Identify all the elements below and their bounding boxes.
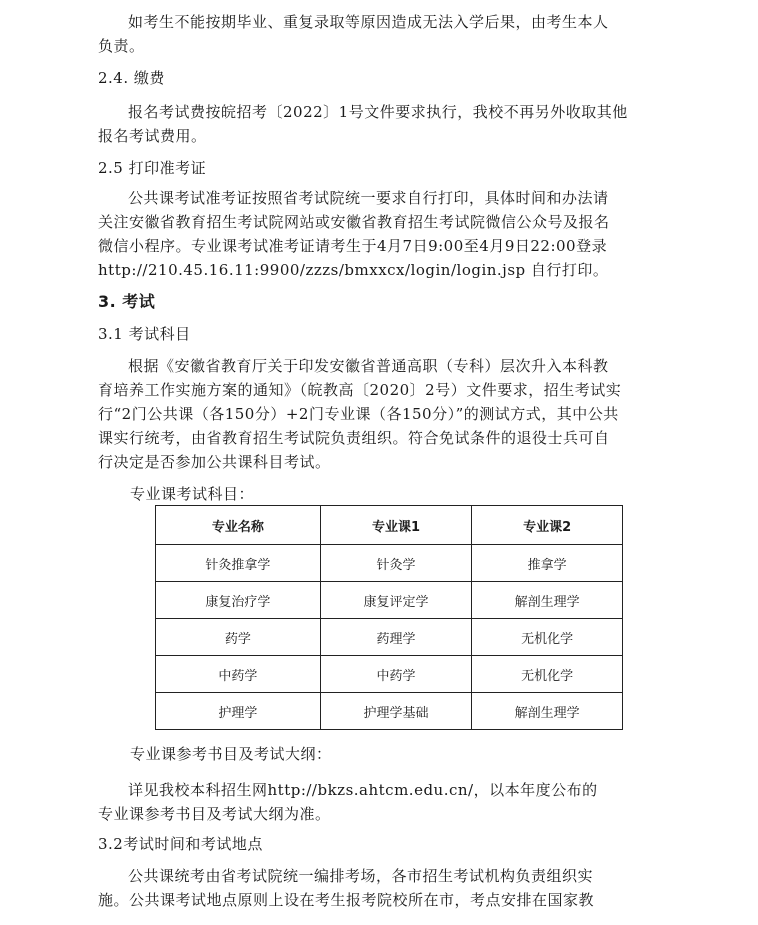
table-cell: 护理学	[156, 693, 321, 730]
table-cell: 解剖生理学	[472, 582, 623, 619]
section-heading-2-5: 2.5 打印准考证	[98, 159, 207, 177]
table-cell: 推拿学	[472, 545, 623, 582]
reference-books-label: 专业课参考书目及考试大纲：	[130, 745, 332, 763]
major-subjects-table	[155, 505, 623, 730]
table-cell: 护理学基础	[320, 693, 472, 730]
text-line: 育培养工作实施方案的通知》（皖教高〔2020〕2号）文件要求，招生考试实	[98, 381, 622, 399]
text-line: 负责。	[98, 37, 145, 55]
table-cell: 药学	[156, 619, 321, 656]
paragraph-exam-location	[98, 864, 660, 912]
section-heading-3: 3. 考试	[98, 292, 156, 311]
text-line: 公共课考试准考证按照省考试院统一要求自行打印，具体时间和办法请	[128, 189, 609, 207]
text-line: 公共课统考由省考试院统一编排考场，各市招生考试机构负责组织实	[128, 867, 594, 885]
table-cell: 药理学	[320, 619, 472, 656]
paragraph-admission-ticket	[98, 186, 660, 282]
paragraph-fee	[98, 100, 660, 148]
table-cell: 针灸推拿学	[156, 545, 321, 582]
table-cell: 解剖生理学	[472, 693, 623, 730]
text-line: 关注安徽省教育招生考试院网站或安徽省教育招生考试院微信公众号及报名	[98, 213, 610, 231]
text-line: 详见我校本科招生网http://bkzs.ahtcm.edu.cn/，以本年度公布的	[128, 781, 598, 799]
table-cell: 无机化学	[472, 619, 623, 656]
paragraph-reference-link	[98, 778, 660, 826]
section-heading-2-4: 2.4. 缴费	[98, 69, 165, 87]
table-cell: 中药学	[156, 656, 321, 693]
text-line: http://210.45.16.11:9900/zzzs/bmxxcx/login/login.jsp 自行打印。	[98, 261, 609, 279]
text-line: 根据《安徽省教育厅关于印发安徽省普通高职（专科）层次升入本科教	[128, 357, 609, 375]
table-cell: 无机化学	[472, 656, 623, 693]
text-line: 施。公共课考试地点原则上设在考生报考院校所在市，考点安排在国家教	[98, 891, 595, 909]
text-line: 如考生不能按期毕业、重复录取等原因造成无法入学后果，由考生本人	[128, 13, 609, 31]
paragraph-graduation-note	[98, 10, 660, 58]
column-header-course2: 专业课2	[472, 506, 623, 545]
paragraph-exam-subjects	[98, 354, 660, 474]
section-heading-3-1: 3.1 考试科目	[98, 325, 191, 343]
text-line: 报名考试费按皖招考〔2022〕1号文件要求执行，我校不再另外收取其他	[128, 103, 628, 121]
table-cell: 中药学	[320, 656, 472, 693]
text-line: 专业课参考书目及考试大纲为准。	[98, 805, 331, 823]
major-subjects-label: 专业课考试科目：	[130, 485, 255, 503]
table-row	[156, 545, 623, 582]
text-line: 行“2门公共课（各150分）+2门专业课（各150分）”的测试方式，其中公共	[98, 405, 619, 423]
text-line: 行决定是否参加公共课科目考试。	[98, 453, 331, 471]
table-row	[156, 619, 623, 656]
table-row	[156, 582, 623, 619]
table-row	[156, 693, 623, 730]
text-line: 课实行统考，由省教育招生考试院负责组织。符合免试条件的退役士兵可自	[98, 429, 610, 447]
section-heading-3-2: 3.2考试时间和考试地点	[98, 835, 263, 853]
column-header-major: 专业名称	[156, 506, 321, 545]
table-cell: 康复治疗学	[156, 582, 321, 619]
text-line: 报名考试费用。	[98, 127, 207, 145]
table-header-row	[156, 506, 623, 545]
text-line: 微信小程序。专业课考试准考证请考生于4月7日9:00至4月9日22:00登录	[98, 237, 608, 255]
table-cell: 康复评定学	[320, 582, 472, 619]
column-header-course1: 专业课1	[320, 506, 472, 545]
table-row	[156, 656, 623, 693]
table-cell: 针灸学	[320, 545, 472, 582]
